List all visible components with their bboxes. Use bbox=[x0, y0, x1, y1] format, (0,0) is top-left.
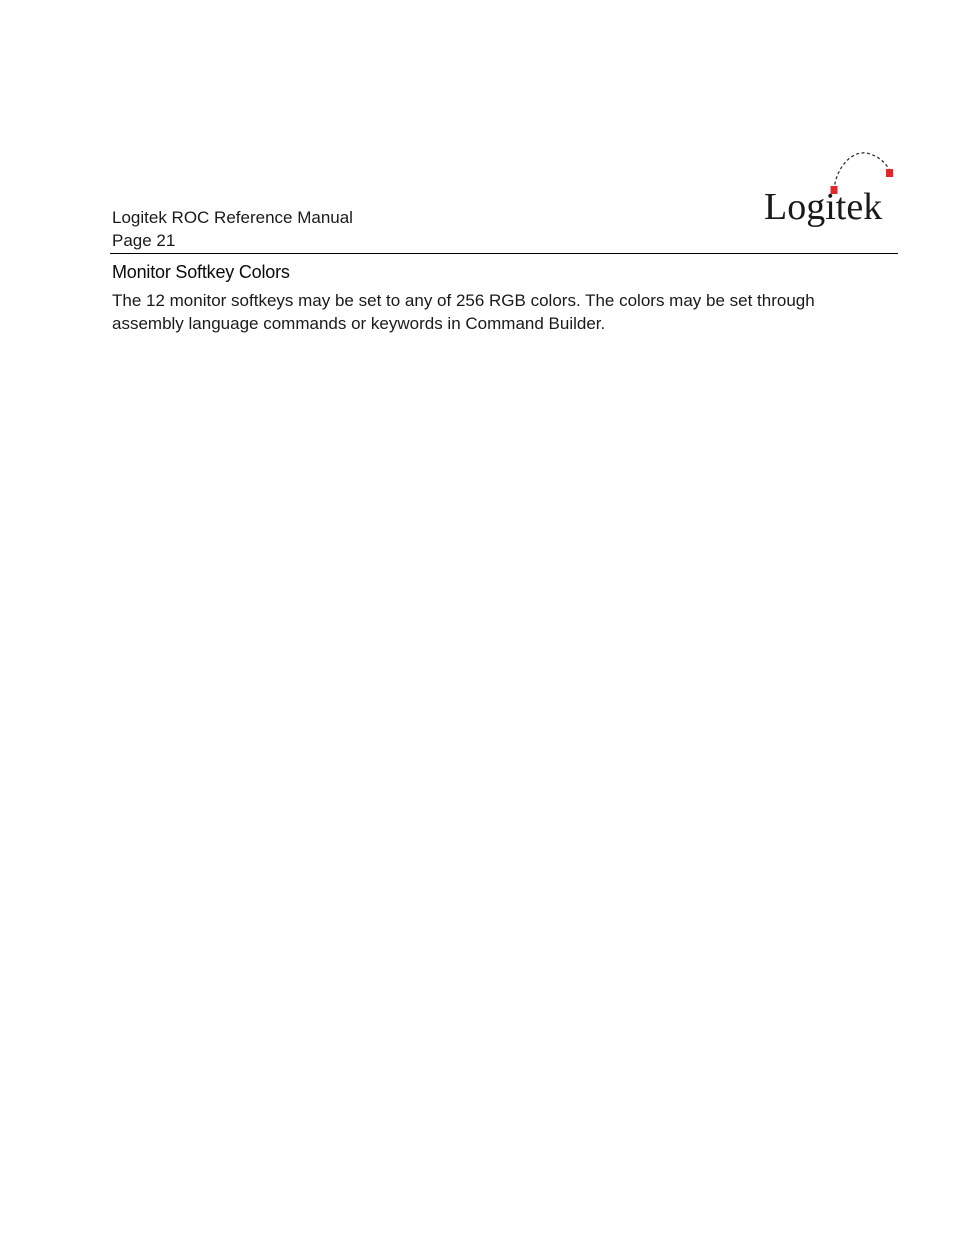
logo-square-right bbox=[886, 169, 893, 177]
page-header bbox=[112, 206, 353, 252]
section-paragraph bbox=[112, 289, 872, 335]
paragraph-line-2: assembly language commands or keywords in Command Builder. bbox=[112, 314, 606, 333]
header-divider bbox=[110, 253, 898, 254]
logitek-logo bbox=[758, 146, 896, 232]
manual-title: Logitek ROC Reference Manual bbox=[112, 208, 353, 227]
logitek-arc-logo-icon bbox=[758, 146, 896, 232]
logo-wordmark: Logitek bbox=[764, 186, 883, 228]
section-heading: Monitor Softkey Colors bbox=[112, 262, 290, 282]
paragraph-line-1: The 12 monitor softkeys may be set to any of 256 RGB colors. The colors may be set through bbox=[112, 291, 815, 310]
page-number: Page 21 bbox=[112, 231, 176, 250]
